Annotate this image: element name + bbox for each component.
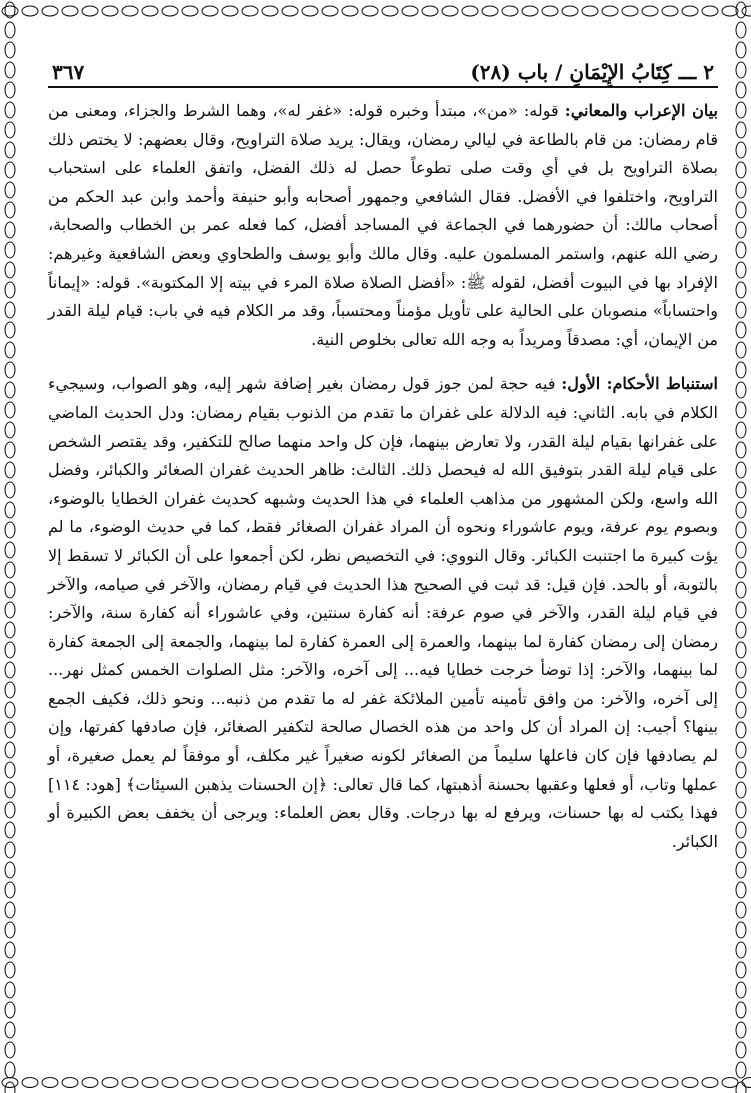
border-ornament [736, 22, 746, 38]
border-ornament [736, 622, 746, 638]
border-ornament [522, 1078, 538, 1088]
border-ornament [736, 822, 746, 838]
border-ornament [5, 822, 15, 838]
border-ornament [202, 6, 218, 16]
border-ornament [302, 6, 318, 16]
paragraph-rulings [48, 370, 718, 856]
border-ornament [22, 6, 38, 16]
border-ornament [702, 6, 718, 16]
border-ornament [736, 82, 746, 98]
paragraph-grammar-meanings [48, 97, 718, 354]
border-ornament [542, 1078, 558, 1088]
border-ornament [736, 362, 746, 378]
border-ornament [5, 502, 15, 518]
border-ornament [182, 6, 198, 16]
border-ornament [5, 922, 15, 938]
border-ornament [182, 1078, 198, 1088]
border-ornament [5, 762, 15, 778]
border-ornament [5, 522, 15, 538]
border-ornament [736, 242, 746, 258]
border-ornament [736, 342, 746, 358]
border-ornament [736, 962, 746, 978]
border-ornament [736, 1042, 746, 1058]
border-ornament [582, 1078, 598, 1088]
border-ornament [5, 2, 15, 18]
border-ornament [736, 782, 746, 798]
border-ornament [42, 6, 58, 16]
border-ornament [5, 942, 15, 958]
border-ornament [422, 1078, 438, 1088]
border-ornament [242, 1078, 258, 1088]
border-ornament [442, 6, 458, 16]
border-ornament [222, 1078, 238, 1088]
border-ornament [222, 6, 238, 16]
border-ornament [736, 682, 746, 698]
border-ornament [5, 1062, 15, 1078]
border-ornament [736, 442, 746, 458]
border-ornament [162, 6, 178, 16]
border-ornament [736, 942, 746, 958]
border-ornament [736, 322, 746, 338]
border-ornament [5, 362, 15, 378]
border-ornament [5, 1082, 15, 1093]
border-ornament [5, 802, 15, 818]
border-ornament [682, 1078, 698, 1088]
border-ornament [5, 322, 15, 338]
border-ornament [5, 22, 15, 38]
border-ornament [736, 802, 746, 818]
section-heading-grammar: بيان الإعراب والمعاني: [564, 101, 718, 120]
border-ornament [5, 722, 15, 738]
border-ornament [5, 202, 15, 218]
border-ornament [562, 1078, 578, 1088]
border-ornament [462, 6, 478, 16]
border-ornament [736, 722, 746, 738]
border-ornament [42, 1078, 58, 1088]
border-ornament [5, 482, 15, 498]
border-ornament [5, 742, 15, 758]
border-ornament [5, 582, 15, 598]
ornamental-border-bottom [0, 1072, 751, 1093]
border-ornament [736, 302, 746, 318]
border-ornament [5, 1022, 15, 1038]
border-ornament [462, 1078, 478, 1088]
border-ornament [562, 6, 578, 16]
border-ornament [5, 862, 15, 878]
border-ornament [342, 6, 358, 16]
border-ornament [5, 282, 15, 298]
border-ornament [5, 782, 15, 798]
border-ornament [5, 662, 15, 678]
border-ornament [522, 6, 538, 16]
border-ornament [262, 1078, 278, 1088]
border-ornament [682, 6, 698, 16]
border-ornament [22, 1078, 38, 1088]
border-ornament [5, 982, 15, 998]
page-number: ٣٦٧ [52, 60, 85, 84]
border-ornament [642, 6, 658, 16]
border-ornament [362, 1078, 378, 1088]
border-ornament [5, 542, 15, 558]
border-ornament [82, 1078, 98, 1088]
border-ornament [5, 402, 15, 418]
border-ornament [122, 1078, 138, 1088]
border-ornament [5, 162, 15, 178]
border-ornament [5, 602, 15, 618]
border-ornament [5, 702, 15, 718]
border-ornament [602, 1078, 618, 1088]
border-ornament [736, 762, 746, 778]
border-ornament [5, 1042, 15, 1058]
border-ornament [736, 902, 746, 918]
border-ornament [5, 142, 15, 158]
border-ornament [5, 222, 15, 238]
border-ornament [736, 1002, 746, 1018]
border-ornament [622, 6, 638, 16]
border-ornament [5, 642, 15, 658]
border-ornament [502, 6, 518, 16]
border-ornament [736, 742, 746, 758]
border-ornament [62, 6, 78, 16]
border-ornament [736, 562, 746, 578]
border-ornament [736, 42, 746, 58]
border-ornament [5, 842, 15, 858]
border-ornament [5, 182, 15, 198]
border-ornament [302, 1078, 318, 1088]
border-ornament [736, 882, 746, 898]
border-ornament [5, 442, 15, 458]
border-ornament [322, 6, 338, 16]
border-ornament [422, 6, 438, 16]
border-ornament [342, 1078, 358, 1088]
border-ornament [736, 182, 746, 198]
border-ornament [702, 1078, 718, 1088]
border-ornament [736, 1022, 746, 1038]
ornamental-border-top [0, 0, 751, 22]
border-ornament [736, 502, 746, 518]
paragraph-text: قوله: «من»، مبتدأ وخبره قوله: «غفر له»، وهما الشرط والجزاء، ومعنى من قام رمضان: من قام بالطاعة في ليالي رمضان، ويقال: يريد صلاة التراويح، وقال بعضهم: لا يختص ذلك بصلاة التراويح بل في أي وقت صلى تطوعاً حصل له ذلك الفضل، واتفق العلماء على استحباب التراويح، واختلفوا في الأفضل. فقال الشافعي وجمهور أصحابه وأبو حنيفة وأحمد وابن عبد الحكم من أصحاب مالك: أن حضورهما في الجماعة في المساجد أفضل، كما فعله عمر بن الخطاب والصحابة، رضي الله عنهم، واستمر المسلمون عليه. وقال مالك وأبو يوسف والطحاوي وبعض الشافعية وغيرهم: الإفراد بها في البيوت أفضل، لقوله ﷺ: «أفضل الصلاة صلاة المرء في بيته إلا المكتوبة». قوله: «إيماناً واحتساباً» منصوبان على الحالية على تأويل مؤمناً ومحتسباً، وقد مر الكلام فيه في باب: قيام ليلة القدر من الإيمان، أي: مصدقاً ومريداً به وجه الله تعالى بخلوص النية. [48, 101, 718, 349]
border-ornament [736, 702, 746, 718]
border-ornament [5, 42, 15, 58]
border-ornament [5, 462, 15, 478]
border-ornament [102, 1078, 118, 1088]
border-ornament [642, 1078, 658, 1088]
border-ornament [142, 6, 158, 16]
border-ornament [736, 382, 746, 398]
border-ornament [502, 1078, 518, 1088]
border-ornament [736, 1062, 746, 1078]
border-ornament [736, 1082, 746, 1093]
border-ornament [282, 6, 298, 16]
page-body [48, 97, 718, 856]
border-ornament [262, 6, 278, 16]
border-ornament [5, 902, 15, 918]
border-ornament [736, 162, 746, 178]
book-page [48, 50, 718, 1050]
border-ornament [662, 6, 678, 16]
border-ornament [736, 282, 746, 298]
border-ornament [5, 242, 15, 258]
section-heading-rulings: استنباط الأحكام: الأول: [561, 374, 718, 394]
border-ornament [5, 962, 15, 978]
border-ornament [482, 1078, 498, 1088]
border-ornament [402, 1078, 418, 1088]
border-ornament [102, 6, 118, 16]
running-title: ٢ ـــ كِتَابُ الإِيْمَانِ / باب (٢٨) [470, 60, 714, 84]
border-ornament [542, 6, 558, 16]
border-ornament [736, 2, 746, 18]
page-header [48, 50, 718, 88]
border-ornament [736, 542, 746, 558]
border-ornament [5, 122, 15, 138]
border-ornament [82, 6, 98, 16]
border-ornament [5, 1002, 15, 1018]
border-ornament [736, 142, 746, 158]
border-ornament [122, 6, 138, 16]
border-ornament [402, 6, 418, 16]
border-ornament [736, 662, 746, 678]
ornamental-border-right [731, 0, 751, 1093]
border-ornament [5, 302, 15, 318]
border-ornament [736, 462, 746, 478]
border-ornament [736, 222, 746, 238]
border-ornament [5, 262, 15, 278]
border-ornament [5, 62, 15, 78]
border-ornament [362, 6, 378, 16]
ornamental-border-left [0, 0, 20, 1093]
border-ornament [736, 402, 746, 418]
border-ornament [5, 382, 15, 398]
border-ornament [736, 122, 746, 138]
paragraph-text: فيه حجة لمن جوز قول رمضان بغير إضافة شهر إليه، وهو الصواب، وسيجيء الكلام في بابه. الثاني: فيه الدلالة على غفران ما تقدم من الذنوب بقيام رمضان: ودل الحديث الماضي على غفرانها بقيام ليلة القدر، ولا تعارض بينهما، فإن كل واحد منهما صالح للتكفير، وقد يقتصر الشخص على قيام ليلة القدر بتوفيق الله له فيحصل ذلك. الثالث: ظاهر الحديث غفران الصغائر والكبائر، وفضل الله واسع، ولكن المشهور من مذاهب العلماء في هذا الحديث وشبهه كحديث غفران الخطايا بالوضوء، وبصوم يوم عرفة، ويوم عاشوراء ونحوه أن المراد غفران الصغائر فقط، كما في حديث الوضوء، ما لم يؤت كبيرة ما اجتنبت الكبائر. وقال النووي: في التخصيص نظر، لكن أجمعوا على أن الكبائر لا تسقط إلا بالتوبة، أو بالحد. فإن قيل: قد ثبت في الصحيح هذا الحديث في قيام رمضان، والآخر في صيامه، والآخر في قيام ليلة القدر، والآخر في صوم عرفة: أنه كفارة سنتين، وفي عاشوراء أنه كفارة سنة، والآخر: رمضان إلى رمضان كفارة لما بينهما، والعمرة إلى العمرة كفارة لما بينهما، والجمعة إلى الجمعة كفارة لما بينهما، والآخر: إذا توضأ خرجت خطايا فيه... إلى آخره، والآخر: مثل الصلوات الخمس كمثل نهر... إلى آخره، والآخر: من وافق تأمينه تأمين الملائكة غفر له ما تقدم من ذنبه... ونحو ذلك، فكيف الجمع بينها؟ أجيب: إن المراد أن كل واحد من هذه الخصال صالحة لتكفير الصغائر، فإن صادفها كفرتها، وإن لم يصادفها فإن كان فاعلها سليماً من الصغائر لكونه صغيراً غير مكلف، أو موفقاً لم يعمل صغيرة، أو عملها وتاب، أو فعلها وعقبها بحسنة أذهبتها، كما قال تعالى: ﴿إن الحسنات يذهبن السيئات﴾ [هود: ١١٤] فهذا يكتب له بها حسنات، ويرفع له بها درجات. وقال بعض العلماء: ويرجى أن يخفف بعض الكبيرة أو الكبائر. [48, 374, 718, 851]
border-ornament [5, 342, 15, 358]
paragraph-gap [48, 354, 718, 370]
border-ornament [736, 982, 746, 998]
border-ornament [582, 6, 598, 16]
border-ornament [5, 882, 15, 898]
border-ornament [736, 422, 746, 438]
border-ornament [62, 1078, 78, 1088]
border-ornament [736, 582, 746, 598]
border-ornament [382, 1078, 398, 1088]
border-ornament [736, 202, 746, 218]
border-ornament [322, 1078, 338, 1088]
border-ornament [5, 622, 15, 638]
border-ornament [142, 1078, 158, 1088]
border-ornament [736, 862, 746, 878]
border-ornament [442, 1078, 458, 1088]
border-ornament [662, 1078, 678, 1088]
border-ornament [5, 82, 15, 98]
border-ornament [162, 1078, 178, 1088]
border-ornament [5, 422, 15, 438]
border-ornament [5, 682, 15, 698]
border-ornament [736, 262, 746, 278]
border-ornament [282, 1078, 298, 1088]
border-ornament [736, 842, 746, 858]
border-ornament [5, 102, 15, 118]
border-ornament [736, 602, 746, 618]
border-ornament [736, 482, 746, 498]
border-ornament [602, 6, 618, 16]
border-ornament [736, 102, 746, 118]
border-ornament [5, 562, 15, 578]
border-ornament [482, 6, 498, 16]
border-ornament [622, 1078, 638, 1088]
border-ornament [736, 642, 746, 658]
border-ornament [202, 1078, 218, 1088]
border-ornament [242, 6, 258, 16]
border-ornament [736, 522, 746, 538]
border-ornament [736, 922, 746, 938]
border-ornament [736, 62, 746, 78]
border-ornament [382, 6, 398, 16]
